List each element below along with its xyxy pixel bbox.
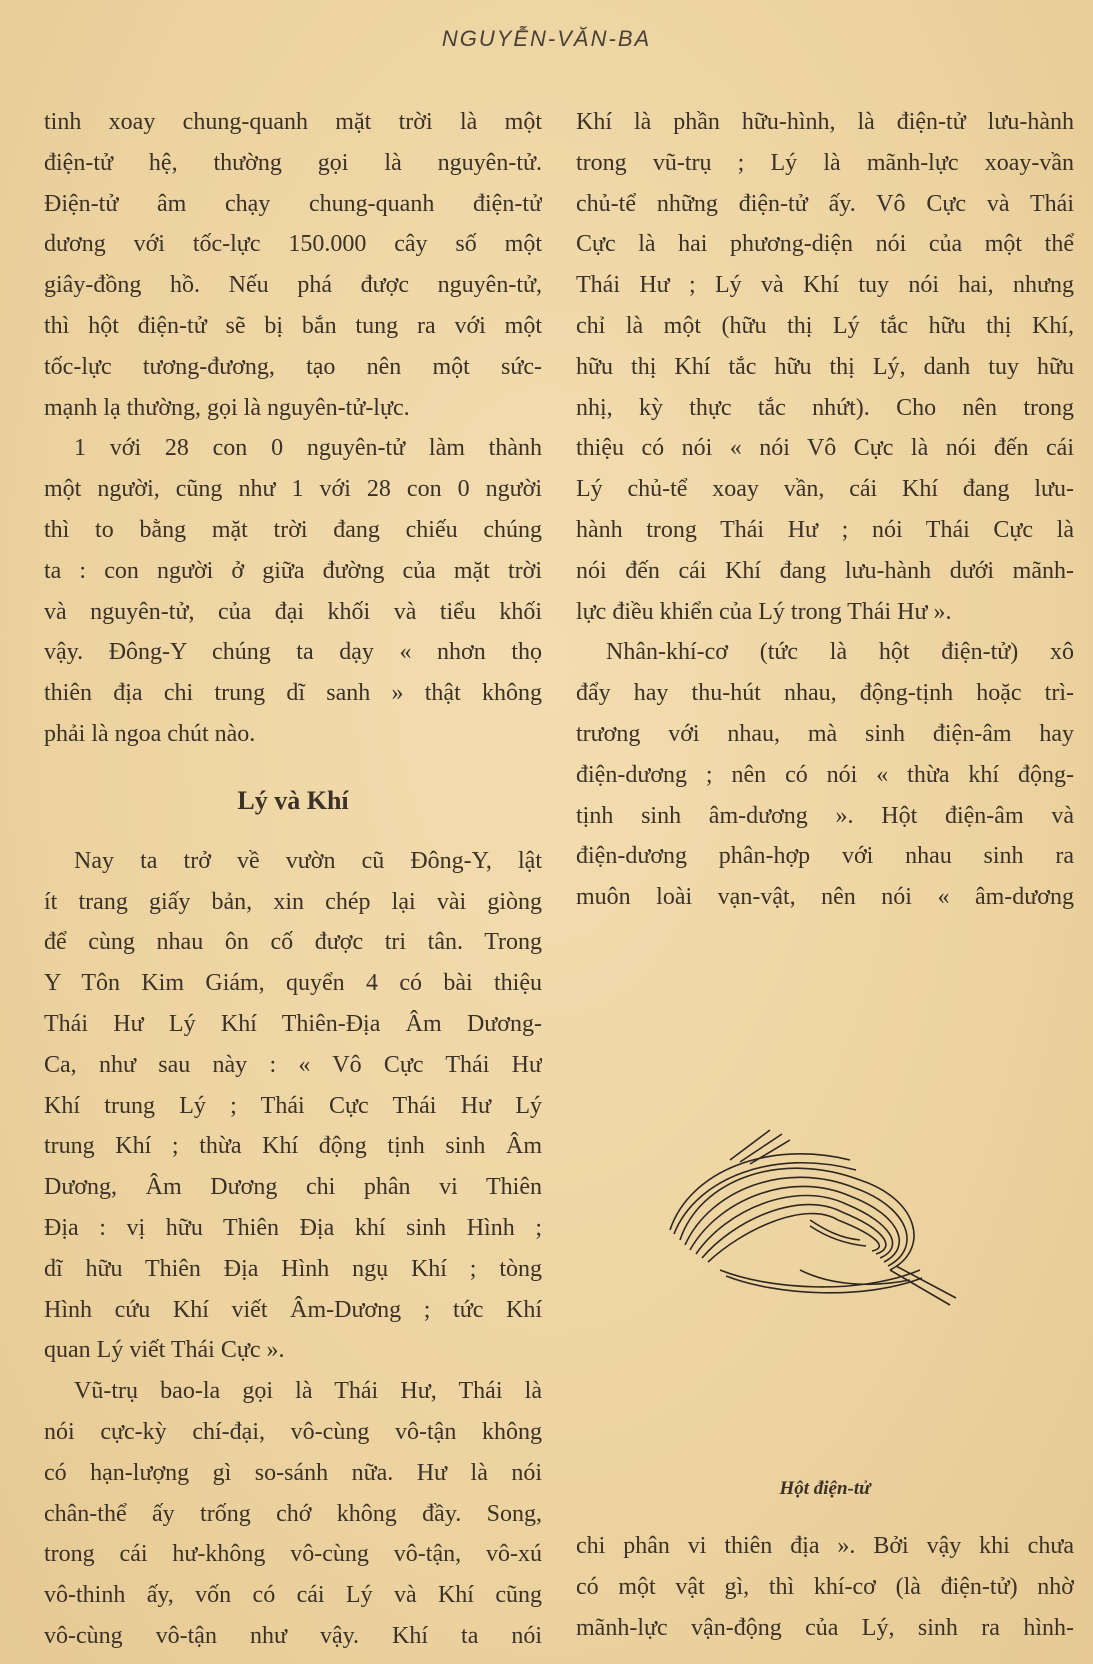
text-line: dĩ hữu Thiên Địa Hình ngụ Khí ; tòng bbox=[44, 1255, 542, 1282]
text-line: điện-dương phân-hợp với nhau sinh ra bbox=[576, 843, 1074, 870]
text-line: đẩy hay thu-hút nhau, động-tịnh hoặc trì- bbox=[576, 680, 1074, 707]
text-line: Ca, như sau này : « Vô Cực Thái Hư bbox=[44, 1051, 542, 1078]
text-line: trong cái hư-không vô-cùng vô-tận, vô-xú bbox=[44, 1541, 542, 1568]
text-line: chỉ là một (hữu thị Lý tắc hữu thị Khí, bbox=[576, 312, 1074, 339]
text-line: muôn loài vạn-vật, nên nói « âm-dương bbox=[576, 884, 1074, 911]
text-line: Thái Hư ; Lý và Khí tuy nói hai, nhưng bbox=[576, 272, 1074, 299]
text-line: chủ-tể những điện-tử ấy. Vô Cực và Thái bbox=[576, 190, 1074, 217]
text-line: 1 với 28 con 0 nguyên-tử làm thành bbox=[74, 435, 542, 462]
text-line: Hình cứu Khí viết Âm-Dương ; tức Khí bbox=[44, 1296, 542, 1323]
text-line: tốc-lực tương-đương, tạo nên một sức- bbox=[44, 353, 542, 380]
text-line: điện-dương ; nên có nói « thừa khí động- bbox=[576, 761, 1074, 788]
text-line: có một vật gì, thì khí-cơ (là điện-tử) nhờ bbox=[576, 1573, 1074, 1600]
text-line: có hạn-lượng gì so-sánh nữa. Hư là nói bbox=[44, 1459, 542, 1486]
text-line: lực điều khiển của Lý trong Thái Hư ». bbox=[576, 598, 952, 625]
text-line: Khí trung Lý ; Thái Cực Thái Hư Lý bbox=[44, 1092, 542, 1119]
figure-caption: Hột điện-tử bbox=[779, 1478, 871, 1499]
text-line: vô-cùng vô-tận như vậy. Khí ta nói bbox=[44, 1622, 542, 1649]
text-line: mãnh-lực vận-động của Lý, sinh ra hình- bbox=[576, 1614, 1074, 1641]
text-line: hữu thị Khí tắc hữu thị Lý, danh tuy hữu bbox=[576, 353, 1074, 380]
text-line: quan Lý viết Thái Cực ». bbox=[44, 1337, 285, 1364]
text-line: chân-thể ấy trống chớ không đầy. Song, bbox=[44, 1500, 542, 1527]
text-line: Nhân-khí-cơ (tức là hột điện-tử) xô bbox=[606, 639, 1074, 666]
text-line: ít trang giấy bản, xin chép lại vài giòng bbox=[44, 888, 542, 915]
text-line: thiệu có nói « nói Vô Cực là nói đến cái bbox=[576, 435, 1074, 462]
text-line: một người, cũng như 1 với 28 con 0 người bbox=[44, 476, 542, 503]
text-line: Thái Hư Lý Khí Thiên-Địa Âm Dương- bbox=[44, 1010, 542, 1037]
text-line: tịnh sinh âm-dương ». Hột điện-âm và bbox=[576, 802, 1074, 829]
text-line: giây-đồng hồ. Nếu phá được nguyên-tử, bbox=[44, 272, 542, 299]
text-line: Địa : vị hữu Thiên Địa khí sinh Hình ; bbox=[44, 1214, 542, 1241]
text-line: phải là ngoa chút nào. bbox=[44, 720, 256, 747]
right-column-bottom bbox=[576, 1526, 1074, 1648]
text-line: Lý chủ-tể xoay vần, cái Khí đang lưu- bbox=[576, 476, 1074, 503]
text-line: Cực là hai phương-diện nói của một thể bbox=[576, 231, 1074, 258]
text-line: nhị, kỳ thực tắc nhứt). Cho nên trong bbox=[576, 394, 1074, 421]
text-line: mạnh lạ thường, gọi là nguyên-tử-lực. bbox=[44, 394, 410, 421]
text-line: để cùng nhau ôn cố được tri tân. Trong bbox=[44, 929, 542, 956]
text-line: và nguyên-tử, của đại khối và tiểu khối bbox=[44, 598, 542, 625]
text-line: Nay ta trở về vườn cũ Đông-Y, lật bbox=[74, 847, 542, 874]
electron-illustration bbox=[660, 1120, 960, 1320]
text-line: vậy. Đông-Y chúng ta dạy « nhơn thọ bbox=[44, 639, 542, 666]
text-line: Khí là phần hữu-hình, là điện-tử lưu-hành bbox=[576, 109, 1074, 135]
text-line: Điện-tử âm chạy chung-quanh điện-tử bbox=[44, 190, 542, 217]
text-line: ta : con người ở giữa đường của mặt trời bbox=[44, 557, 542, 584]
running-header: NGUYỄN-VĂN-BA bbox=[441, 26, 652, 51]
text-line: trương với nhau, mà sinh điện-âm hay bbox=[576, 720, 1074, 747]
text-line: Y Tôn Kim Giám, quyển 4 có bài thiệu bbox=[44, 970, 542, 997]
text-line: trung Khí ; thừa Khí động tịnh sinh Âm bbox=[44, 1133, 542, 1160]
text-line: hành trong Thái Hư ; nói Thái Cực là bbox=[576, 516, 1074, 543]
text-line: trong vũ-trụ ; Lý là mãnh-lực xoay-vần bbox=[576, 149, 1074, 176]
left-column bbox=[44, 102, 542, 1657]
text-line: chi phân vi thiên địa ». Bởi vậy khi chưa bbox=[576, 1533, 1074, 1559]
section-heading: Lý và Khí bbox=[237, 785, 349, 815]
right-column bbox=[576, 102, 1074, 918]
text-line: nói cực-kỳ chí-đại, vô-cùng vô-tận không bbox=[44, 1418, 542, 1445]
text-line: dương với tốc-lực 150.000 cây số một bbox=[44, 231, 542, 258]
text-line: thì hột điện-tử sẽ bị bắn tung ra với một bbox=[44, 312, 542, 339]
text-line: điện-tử hệ, thường gọi là nguyên-tử. bbox=[44, 149, 542, 176]
text-line: nói đến cái Khí đang lưu-hành dưới mãnh- bbox=[576, 557, 1074, 584]
text-line: Vũ-trụ bao-la gọi là Thái Hư, Thái là bbox=[74, 1378, 542, 1405]
text-line: vô-thinh ấy, vốn có cái Lý và Khí cũng bbox=[44, 1582, 542, 1609]
text-line: thì to bằng mặt trời đang chiếu chúng bbox=[44, 516, 542, 543]
text-line: thiên địa chi trung dĩ sanh » thật không bbox=[44, 680, 542, 707]
text-line: Dương, Âm Dương chi phân vi Thiên bbox=[44, 1174, 542, 1201]
text-line: tinh xoay chung-quanh mặt trời là một bbox=[44, 109, 542, 135]
